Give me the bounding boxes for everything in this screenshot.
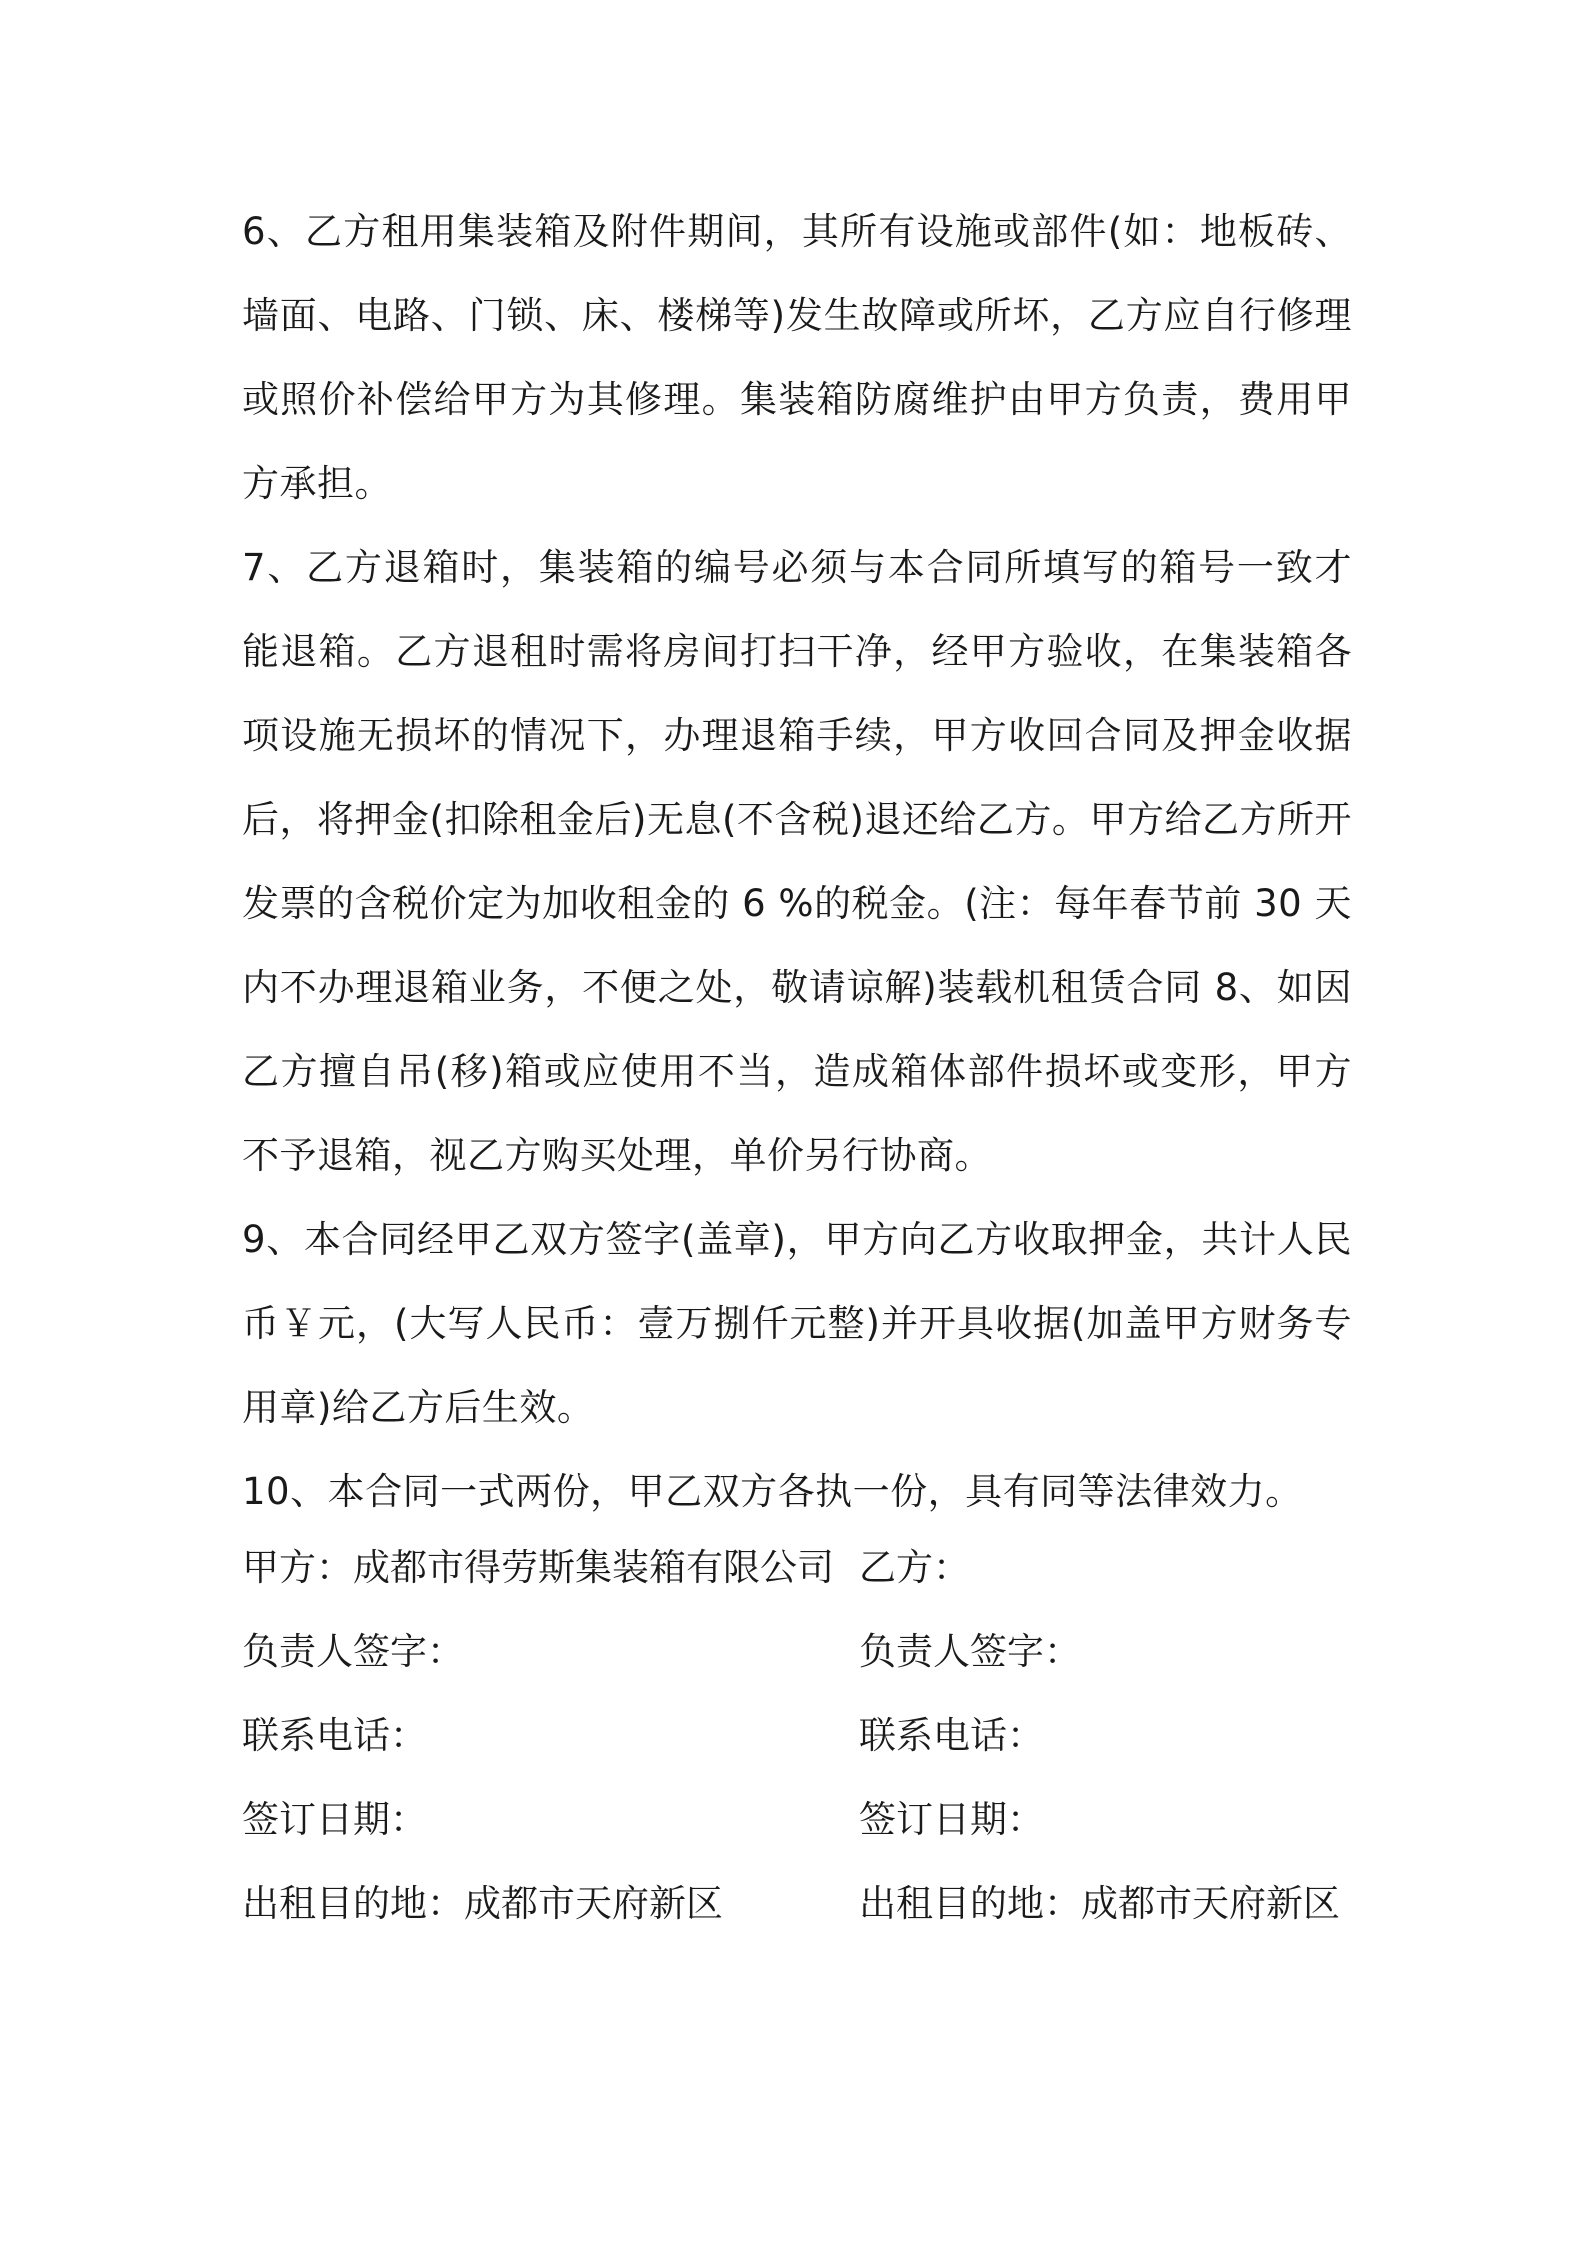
party-a-name: 甲方：成都市得劳斯集装箱有限公司 — [242, 1546, 834, 1589]
party-a-phone-label: 联系电话： — [242, 1714, 427, 1757]
party-a-date-label: 签订日期： — [242, 1798, 427, 1841]
signature-row-signer — [242, 1610, 1352, 1694]
party-b-phone-label: 联系电话： — [859, 1714, 1044, 1757]
party-b-date-label: 签订日期： — [859, 1798, 1044, 1841]
signature-row-date — [242, 1778, 1352, 1862]
party-a-destination: 出租目的地：成都市天府新区 — [242, 1882, 723, 1925]
party-a-signer-label: 负责人签字： — [242, 1630, 464, 1673]
party-b-name: 乙方： — [859, 1546, 970, 1589]
signature-row-parties — [242, 1526, 1352, 1610]
party-b-destination: 出租目的地：成都市天府新区 — [859, 1882, 1340, 1925]
clause-7-8: 7、乙方退箱时，集装箱的编号必须与本合同所填写的箱号一致才能退箱。乙方退租时需将房间打扫干净，经甲方验收，在集装箱各项设施无损坏的情况下，办理退箱手续，甲方收回合同及押金收据后，将押金(扣除租金后)无息(不含税)退还给乙方。甲方给乙方所开发票的含税价定为加收租金的 6 %的税金。(注：每年春节前 30 天内不办理退箱业务，不便之处，敬请谅解)装载机租赁合同 8、如因乙方擅自吊(移)箱或应使用不当，造成箱体部件损坏或变形，甲方不予退箱，视乙方购买处理，单价另行协商。 — [242, 546, 1352, 1177]
party-b-signer-label: 负责人签字： — [859, 1630, 1081, 1673]
contract-clauses — [242, 190, 1352, 1534]
clause-9: 9、本合同经甲乙双方签字(盖章)，甲方向乙方收取押金，共计人民币￥元，(大写人民币：壹万捌仟元整)并开具收据(加盖甲方财务专用章)给乙方后生效。 — [242, 1218, 1352, 1429]
clause-10: 10、本合同一式两份，甲乙双方各执一份，具有同等法律效力。 — [242, 1470, 1303, 1513]
signature-row-destination — [242, 1862, 1352, 1946]
clause-6: 6、乙方租用集装箱及附件期间，其所有设施或部件(如：地板砖、墙面、电路、门锁、床、楼梯等)发生故障或所坏，乙方应自行修理或照价补偿给甲方为其修理。集装箱防腐维护由甲方负责，费用甲方承担。 — [242, 210, 1352, 505]
signature-block — [242, 1526, 1352, 1946]
signature-row-phone — [242, 1694, 1352, 1778]
